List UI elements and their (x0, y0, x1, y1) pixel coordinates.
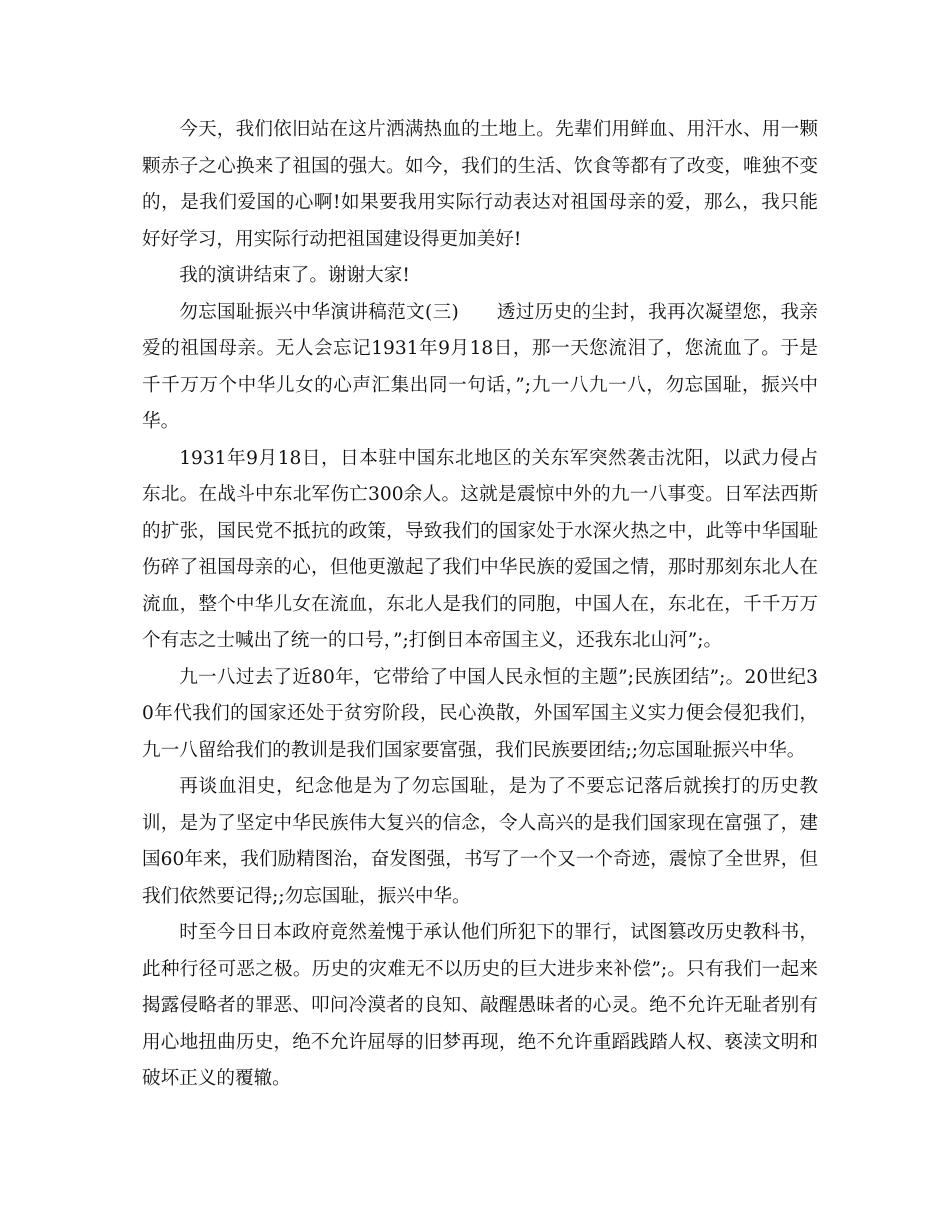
paragraph-6: 再谈血泪史，纪念他是为了勿忘国耻，是为了不要忘记落后就挨打的历史教训，是为了坚定中华民族伟大复兴的信念，令人高兴的是我们国家现在富强了，建国60年来，我们励精图治，奋发图强，书写了一个又一个奇迹，震惊了全世界，但我们依然要记得;;勿忘国耻，振兴中华。 (142, 776, 818, 907)
paragraph-5: 九一八过去了近80年，它带给了中国人民永恒的主题”;民族团结”;。20世纪30年代我们的国家还处于贫穷阶段，民心涣散，外国军国主义实力便会侵犯我们，九一八留给我们的教训是我们国家要富强，我们民族要团结;;勿忘国耻振兴中华。 (142, 666, 818, 761)
paragraph-1: 今天，我们依旧站在这片洒满热血的土地上。先辈们用鲜血、用汗水、用一颗颗赤子之心换来了祖国的强大。如今，我们的生活、饮食等都有了改变，唯独不变的，是我们爱国的心啊!如果要我用实际行动表达对祖国母亲的爱，那么，我只能好好学习，用实际行动把祖国建设得更加美好! (142, 119, 818, 250)
paragraph-4: 1931年9月18日，日本驻中国东北地区的关东军突然袭击沈阳，以武力侵占东北。在战斗中东北军伤亡300余人。这就是震惊中外的九一八事变。日军法西斯的扩张，国民党不抵抗的政策，导致我们的国家处于水深火热之中，此等中华国耻伤碎了祖国母亲的心，但他更激起了我们中华民族的爱国之情，那时那刻东北人在流血，整个中华儿女在流血，东北人是我们的同胞，中国人在，东北在，千千万万个有志之士喊出了统一的口号，”;打倒日本帝国主义，还我东北山河”;。 (142, 447, 818, 651)
paragraph-2: 我的演讲结束了。谢谢大家! (179, 265, 410, 286)
paragraph-3: 勿忘国耻振兴中华演讲稿范文(三) 透过历史的尘封，我再次凝望您，我亲爱的祖国母亲。无人会忘记1931年9月18日，那一天您流泪了，您流血了。于是千千万万个中华儿女的心声汇集出同一句话，”;九一八九一八，勿忘国耻，振兴中华。 (142, 301, 818, 432)
paragraph-7: 时至今日日本政府竟然羞愧于承认他们所犯下的罪行，试图篡改历史教科书，此种行径可恶之极。历史的灾难无不以历史的巨大进步来补偿”;。只有我们一起来揭露侵略者的罪恶、叩问冷漠者的良知、敲醒愚昧者的心灵。绝不允许无耻者别有用心地扭曲历史，绝不允许屈辱的旧梦再现，绝不允许重蹈践踏人权、亵渎文明和破坏正义的覆辙。 (142, 922, 818, 1089)
document-body (142, 112, 818, 1098)
